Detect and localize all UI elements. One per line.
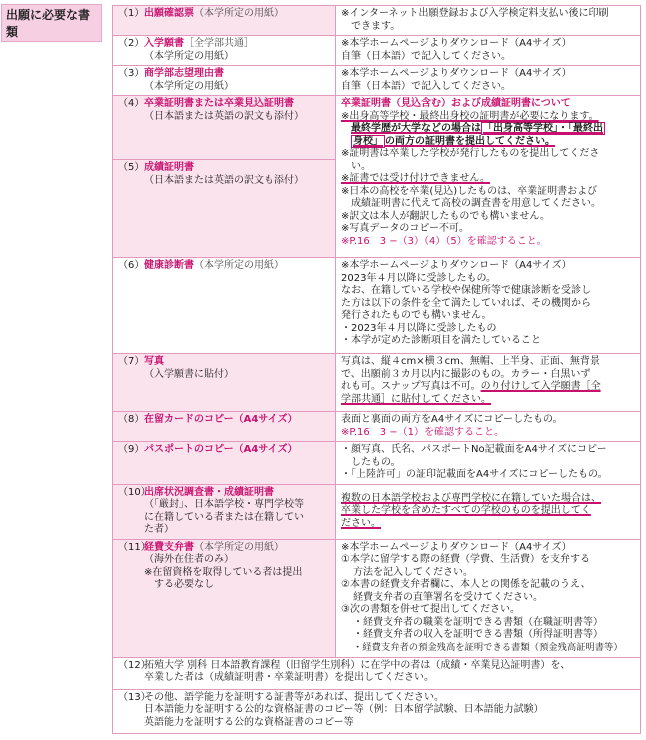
doc-title: 入学願書 [144,38,184,49]
table-row: （3）商学部志望理由書 （本学所定の用紙） ※本学ホームページよりダウンロード（A4サイズ） 自筆（日本語）で記入してください。 [113,66,641,96]
doc-title: 在留カードのコピー（A4サイズ） [144,414,298,425]
table-row: （8）在留カードのコピー（A4サイズ） 表面と裏面の両方をA4サイズにコピーしたもの。 ※P.16 3 −（1）を確認すること。 [113,412,641,442]
doc-title: 写真 [144,356,164,367]
certificate-notes: 卒業証明書（見込含む）および成績証明書について ※出身高等学校・最終出身校の証明書が必要になります。 最終学歴が大学などの場合は 「出身高等学校」・「最終出 身校」 の両方の証明書を提出してください。 ※証明書は卒業した学校が発行したものを提出してくださ い。 ※証書では受け付けできません。 ※日本の高校を卒業(見込)したものは、卒業証明書および 成績証明書に代えて高校の調査書を用意してください。 ※訳文は本人が翻訳したものでも構いません。 ※写真データのコピー不可。 ※P.16 3 −（3）（4）（5）を確認すること。 [336,96,641,258]
doc-title: 出席状況調査書・成績証明書 [144,486,274,498]
table-row: （1）出願確認票（本学所定の用紙） ※インターネット出願登録および入学検定料支払い後に印刷 できます。 [113,6,641,36]
doc-title: 成績証明書 [144,162,194,173]
table-row: （6）健康診断書（本学所定の用紙） ※本学ホームページよりダウンロード（A4サイズ） 2023年４月以降に受診したもの。 なお、在籍している学校や保健所等で健康診断を受診し た方は以下の条件を全て満たしていれば、その機関から 発行されたものでも構いません。 ・2023年４月以降に受診したもの ・本学が定めた診断項目を満たしていること [113,258,641,354]
table-row: （9）パスポートのコピー（A4サイズ） ・顔写真、氏名、パスポートNo記載面をA4サイズにコピー したもの。 ・「上陸許可」の証印記載面をA4サイズにコピーしたもの。 [113,442,641,485]
table-row: （2）入学願書［全学部共通］ （本学所定の用紙） ※本学ホームページよりダウンロード（A4サイズ） 自筆（日本語）で記入してください。 [113,36,641,66]
table-row: （5）成績証明書 （日本語または英語の訳文も添付） [113,160,641,258]
table-row: （10）出席状況調査書・成績証明書 （「厳封」、日本語学校・専門学校等 に在籍している者または在籍してい た者） 複数の日本語学校および専門学校に在籍していた場合は、 卒業した学校を含めたすべての学校のものを提出してく ださい。 [113,484,641,539]
doc-title: 卒業証明書または卒業見込証明書 [144,98,294,109]
required-documents-table [112,5,641,734]
table-row: （12）拓殖大学 別科 日本語教育課程（旧留学生別科）に在学中の者は（成績・卒業見込証明書）を、 卒業した者は（成績証明書・卒業証明書）を提出してください。 [113,657,641,689]
doc-title: 健康診断書 [144,260,194,271]
table-row: （7）写真 （入学願書に貼付） 写真は、縦４cm×横３cm、無帽、上半身、正面、無背景 で、出願前３カ月以内に撮影のもの。カラー・白黒いず れも可。スナップ写真は不可。のり付けして入学願書［全 学部共通］に貼付してください。 [113,354,641,412]
section-label: 出願に必要な書類 [1,4,102,42]
doc-title: 出願確認票 [144,8,194,19]
doc-title: パスポートのコピー（A4サイズ） [144,444,298,455]
doc-title: 商学部志望理由書 [144,68,224,79]
doc-title: 経費支弁書 [144,541,194,553]
table-row: （13）その他、語学能力を証明する証書等があれば、提出してください。 日本語能力を証明する公的な資格証書のコピー等（例：日本留学試験、日本語能力試験） 英語能力を証明する公的な資格証書のコピー等 [113,689,641,733]
table-row: （4）卒業証明書または卒業見込証明書 （日本語または英語の訳文も添付） 卒業証明書（見込含む）および成績証明書について ※出身高等学校・最終出身校の証明書が必要になります。 最終学歴が大学などの場合は 「出身高等学校」・「最終出 身校」 の両方の証明書を提出してください。 ※証明書は卒業した学校が発行したものを提出してくださ い。 ※証書では受け付けできません。 ※日本の高校を卒業(見込)したものは、卒業証明書および 成績証明書に代えて高校の調査書を用意してください。 ※訳文は本人が翻訳したものでも構いません。 ※写真データのコピー不可。 ※P.16 3 −（3）（4）（5）を確認すること。 [113,96,641,160]
table-row: （11）経費支弁書（本学所定の用紙） （海外在住者のみ） ※在留資格を取得している者は提出 する必要なし ※本学ホームページよりダウンロード（A4サイズ） ①本学に留学する際の経費（学費、生活費）を支弁する 方法を記入してください。 ②本書の経費支弁者欄に、本人との関係を記載のうえ、 経費支弁者の直筆署名を受けてください。 ③次の書類を併せて提出してください。 ・経費支弁者の職業を証明できる書類（在職証明書等） ・経費支弁者の収入を証明できる書類（所得証明書等） ・経費支弁者の預金残高を証明できる書類（預金残高証明書等） [113,539,641,657]
